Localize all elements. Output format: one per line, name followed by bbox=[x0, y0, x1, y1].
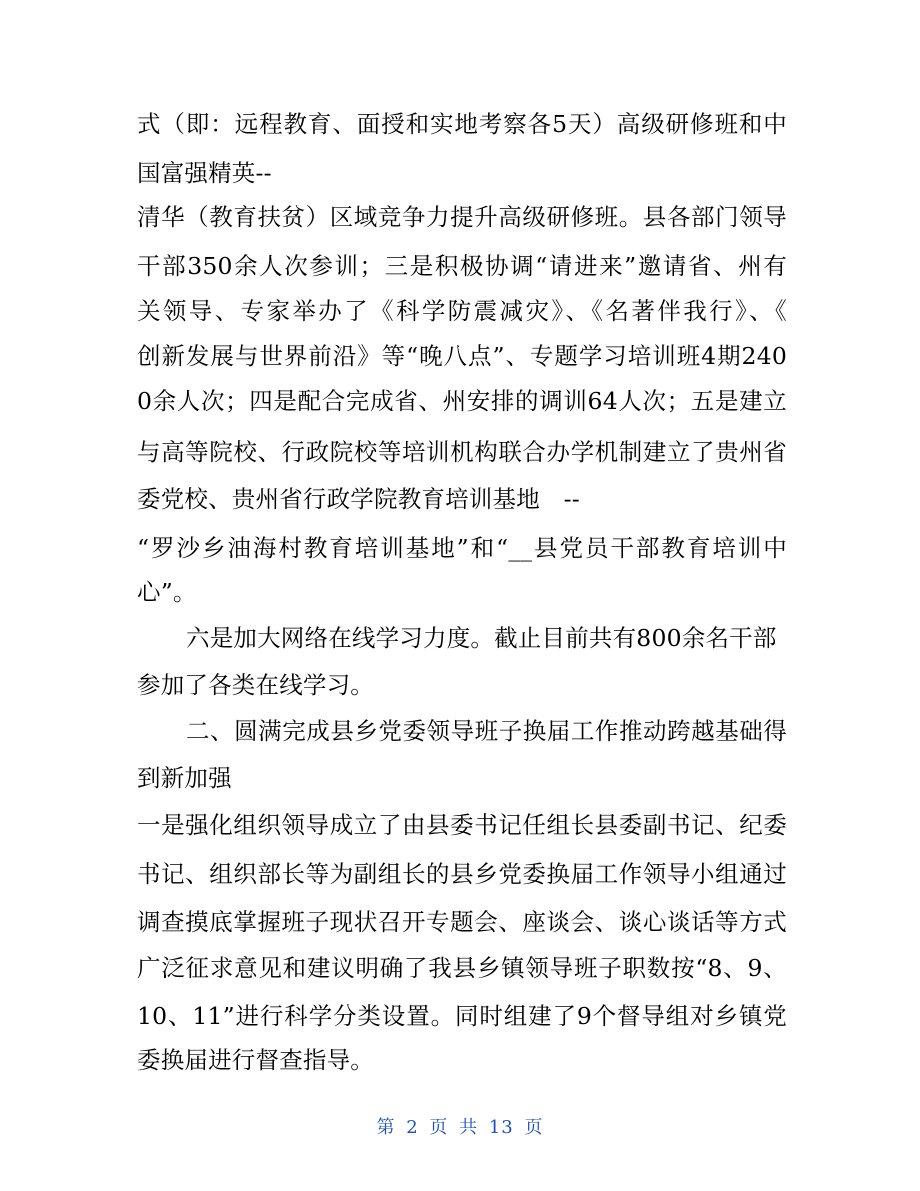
text-line: 国富强精英-- bbox=[137, 159, 272, 187]
section-heading: 二、圆满完成县乡党委领导班子换届工作推动跨越基础得 bbox=[186, 717, 787, 745]
page-number-footer: 第 2 页 共 13 页 bbox=[376, 1117, 544, 1138]
text-line: “罗沙乡油海村教育培训基地”和“__县党员干部教育培训中 bbox=[137, 534, 787, 562]
text-line: 0余人次；四是配合完成省、州安排的调训64人次；五是建立 bbox=[137, 387, 787, 415]
text-line: 式（即：远程教育、面授和实地考察各5天）高级研修班和中 bbox=[137, 110, 787, 138]
text-line: 书记、组织部长等为副组长的县乡党委换届工作领导小组通过 bbox=[137, 860, 787, 888]
text-line: 委党校、贵州省行政学院教育培训基地 -- bbox=[137, 485, 580, 513]
text-line: 一是强化组织领导成立了由县委书记任组长县委副书记、纪委 bbox=[137, 811, 787, 839]
text-line: 关领导、专家举办了《科学防震减灾》、《名著伴我行》、《 bbox=[137, 297, 787, 325]
text-line: 干部350余人次参训；三是积极协调“请进来”邀请省、州有 bbox=[137, 252, 787, 280]
section-heading-continued: 到新加强 bbox=[137, 764, 232, 792]
text-line: 参加了各类在线学习。 bbox=[137, 671, 374, 699]
text-line: 清华（教育扶贫）区域竞争力提升高级研修班。县各部门领导 bbox=[137, 203, 787, 231]
text-line: 10、11”进行科学分类设置。同时组建了9个督导组对乡镇党 bbox=[137, 1002, 787, 1030]
text-line: 广泛征求意见和建议明确了我县乡镇领导班子职数按“8、9、 bbox=[137, 954, 787, 982]
paragraph-first-line: 六是加大网络在线学习力度。截止目前共有800余名干部 bbox=[186, 624, 777, 652]
text-line: 调查摸底掌握班子现状召开专题会、座谈会、谈心谈话等方式 bbox=[137, 908, 787, 936]
text-line: 与高等院校、行政院校等培训机构联合办学机制建立了贵州省 bbox=[137, 438, 787, 466]
text-line: 委换届进行督查指导。 bbox=[137, 1046, 374, 1074]
text-line: 创新发展与世界前沿》等“晚八点”、专题学习培训班4期240 bbox=[137, 342, 787, 370]
text-line: 心”。 bbox=[137, 578, 197, 606]
